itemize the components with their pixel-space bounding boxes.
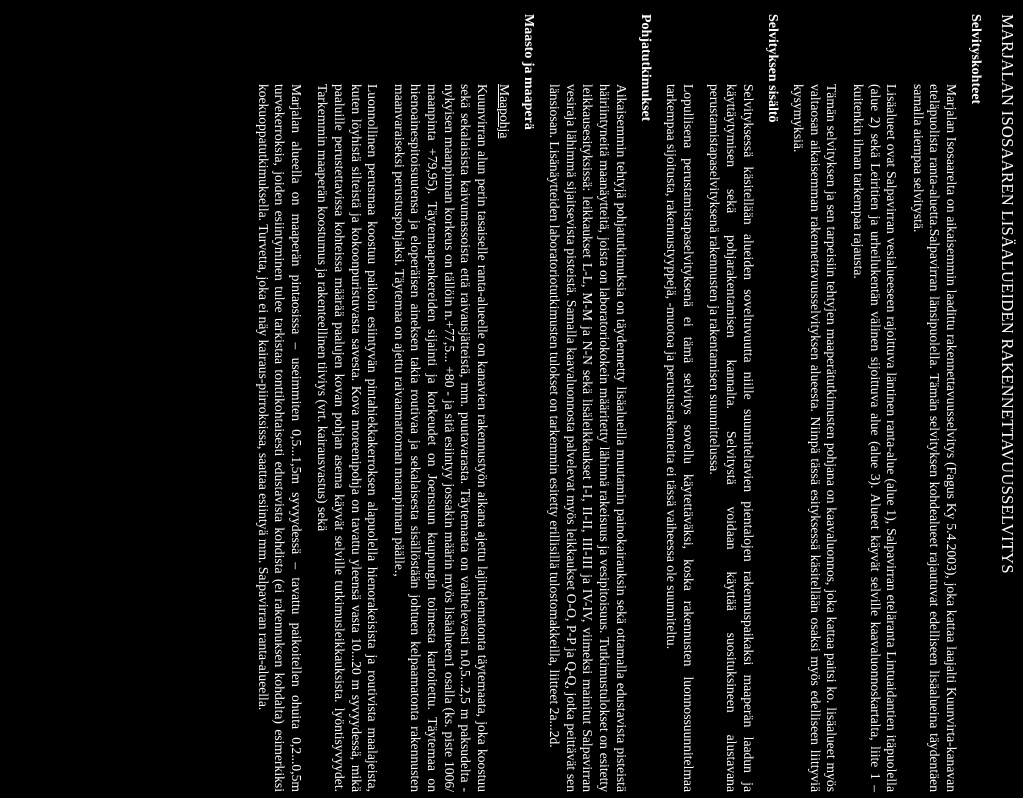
section-pohjatutkimukset — [546, 14, 653, 792]
paragraph: Luonnollinen perusmaa koostuu paikoin esiintyvän pintahiekkakerroksen alapuolella hienorakeisista ja routivista maalajeista, kuten löyhistä silteistä ja kokoonpuristuvasta savesta. Kova moreenipohja on tavattu yleensä vasta 10...20 m syvyydessä, mikä paaluille perustettavissa kohteissa määrää paalujen kovan pohjan asema käyvät selville tutkimusleikkauksista. lyöntisyvyydet. Tarkemmin maaperän koostumus ja rakenteellinen tiiviys (vrt. kairausvastus) sekä — [315, 84, 381, 792]
section-selvityksen-sisalto — [663, 14, 780, 792]
paragraph: Marjalan alueella on maaperän pintaosissa – useimmiten 0,5...1,5m syvyydessä – tavattu paikoitellen ohuita 0,2...0,5m turvekerroksia, joiden esiintyminen tulee tarkistaa tonttikohtaisesti edustavista kohdista (ei rakennuksen kohdalta) esimerkiksi koekuoppatutkimuksella. Turvetta, joka ei näy kairaus-piirroksissa, saattaa esiintyä mm. Salpavirran ranta-alueella. — [255, 84, 304, 792]
section-heading: Selvityskohteet — [968, 14, 983, 105]
paragraph: Marjalan Isosaarelta on aikaisemmin laadittu rakennettavuusselvitys (Fagus Ky 5.4.2003), joka kattaa laajalti Kuunvirta-kanavan eteläpuolista ranta-aluetta.Salpavirran länsipuolella. Tämän selvityksen kohdealueet rajautuvat edelliseen lisäalueina täydentäen samalla aiempaa selvitystä. — [910, 84, 959, 792]
section-heading: Pohjatutkimukset — [637, 14, 653, 122]
paragraph: Kuunvirran alun perin tasaiselle ranta-alueelle on kanavien rakennustyön aikana ajettu lajittelematonta täytemaata, joka koostuu sekä sekalaisista kaivumassoista että raivausjätteistä, mm. puutavarasta. Täytemaata on vaihtelevasti n.0,5...2,5 m paksudelta - nykyisen maanpinnan korkeus on tällöin n.+77,5... +80 - ja sitä esiintyy jossakin määrin myös lisäalueen1 osalla (ks. piste 1006/ maanpinta +79,95). Täytemaapenkereiden sijainti ja korkeudet on Joensuun kaupungin toimesta kartoitettu. Täytemaa on hienoainespitoisuutensa ja eloperäisen aineksen takia routivaa ja sekalaisesta sisällöstään johtuen kelpaamatonta rakennusten maanvaraiseksi perustuspohjaksi. Täytemaa on ajettu raivaamattoman maanpinnan päälle., — [391, 84, 490, 792]
paragraph: Aikaisemmin tehtyjä pohjatutkimuksia on täydennetty lisäalueilla muutamin painokairauksin sekä ottamalla edustavista pisteistä häiriintyneitä maanäytteitä, joista on laboratoriokokein määritetty lähinnä rakeisuus ja vesipitoisuus. Tutkimustulokset on esitetty leikkausesityksissä: leikkaukset L-L, M-M ja N-N sekä lisäleikkaukset I-I, II-II, III-III ja IV-IV, viimeksi mainitut Salpavirran vesiraja lähimmä sijaitsevista pisteistä. Samalla kaavaluonnosta palvelevat myös leikkaukset O-O, P-P ja Q-Q, jotka peittävät sen länsiosan. Lisänäytteiden laboratoriotutkimusten tulokset on tarkemmin esitetty erillisillä tulostomakkeilla, liitteet 2a...2d. — [547, 84, 629, 792]
paragraph: Lisäalueet ovat Salpavirran vesialueeseen rajoittuva läntinen ranta-alue (alue 1), Salpavirran eteläranta Lintuaidantien itäpuolella (alue 2) sekä Leiritien ja urheilukentän välinen sijoittuva alue (alue 3). Alueet käyvät selville kaavaluonnoskartalta, liite 1 – kuitenkin ilman tarkempaa rajausta. — [851, 84, 900, 792]
paragraph: Lopullisena perustamistapaselvityksenä ei tämä selvitys sovellu käytettäväksi, koska rakennusten luonnossuunnitelmaa tarkempaa sijoitusta, rakennustyyppejä, -muotoa ja perustusrakenteita ei tässä vaiheessa ole suunniteltu. — [664, 84, 696, 792]
subsection-heading: Maapohja — [496, 84, 512, 139]
section-maasto-ja-maapera — [254, 14, 536, 792]
section-heading: Maasto ja maaperä — [520, 14, 536, 130]
document-title: MARJALAN ISOSAAREN LISÄALUEIDEN RAKENNETTAVUUSSELVITYS — [998, 14, 1017, 574]
paragraph: Selvityksessä käsitellään alueiden soveltuvuutta niille suunniteltavien pientalojen rakennuspaikaksi maaperän laadun ja käyttäytymisen sekä pohjarakentamisen kannalta. Selvitystä voidaan käyttää suosituksineen alustavana perustamistapaselvityksenä rakennusten ja rakentamisen suunnittelussa. — [707, 84, 756, 792]
section-selvityskohteet — [790, 14, 983, 792]
paragraph: Tämän selvityksen ja sen tarpeisiin tehtyjen maaperätutkimusten pohjana on kaavaluonnos, joka kattaa paitsi ko. lisäalueet myös valtaosan aikaisemman rakennettavuusselvityksen alueesta. Niinpä tässä esityksessä käsitellään osaksi myös edelliseen liittyviä kysymyksiä. — [791, 84, 840, 792]
document-body — [254, 0, 1023, 798]
section-heading: Selvityksen sisältö — [764, 14, 780, 123]
